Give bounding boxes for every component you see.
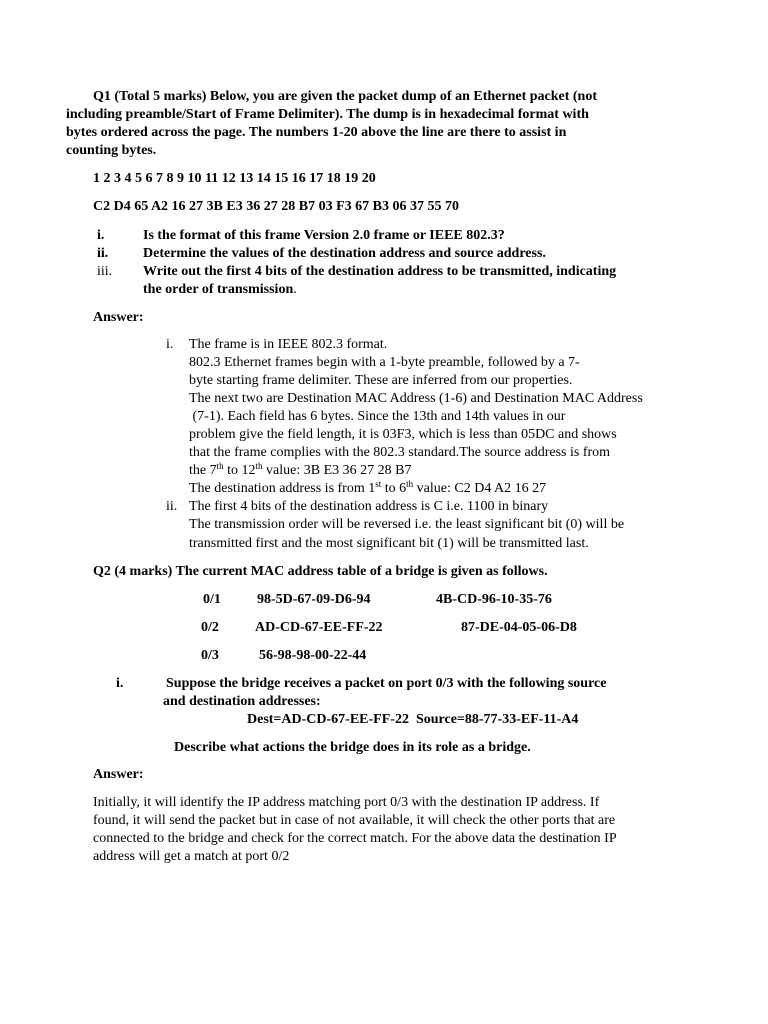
- mac-table-address: 4B-CD-96-10-35-76: [436, 592, 552, 607]
- question-text: Determine the values of the destination address and source address.: [143, 246, 546, 261]
- mac-table-address: AD-CD-67-EE-FF-22: [255, 620, 383, 635]
- answer-line: connected to the bridge and check for the correct match. For the above data the destination IP: [93, 831, 617, 846]
- q2-title: Q2 (4 marks) The current MAC address table of a bridge is given as follows.: [93, 564, 548, 579]
- answer-line: transmitted first and the most significant bit (1) will be transmitted last.: [189, 536, 589, 551]
- q1-intro-line: counting bytes.: [66, 143, 157, 158]
- question-number: i.: [116, 676, 124, 691]
- question-number: ii.: [97, 246, 109, 261]
- mac-table-address: 98-5D-67-09-D6-94: [257, 592, 371, 607]
- byte-dump: C2 D4 65 A2 16 27 3B E3 36 27 28 B7 03 F3 67 B3 06 37 55 70: [93, 199, 459, 214]
- q1-intro-line: bytes ordered across the page. The numbers 1-20 above the line are there to assist in: [66, 125, 567, 140]
- question-text: and destination addresses:: [163, 694, 321, 709]
- question-number: iii.: [97, 264, 113, 279]
- answer-line: that the frame complies with the 802.3 standard.The source address is from: [189, 445, 611, 460]
- describe-prompt: Describe what actions the bridge does in its role as a bridge.: [174, 740, 531, 755]
- answer-line: address will get a match at port 0/2: [93, 849, 290, 864]
- q1-intro-line: including preamble/Start of Frame Delimiter). The dump is in hexadecimal format with: [66, 107, 589, 122]
- answer-number: i.: [166, 337, 174, 352]
- mac-table-address: 87-DE-04-05-06-D8: [461, 620, 577, 635]
- destination-address-range: The destination address is from 1st to 6th value: C2 D4 A2 16 27: [189, 479, 547, 496]
- question-text: Is the format of this frame Version 2.0 frame or IEEE 802.3?: [143, 228, 505, 243]
- answer-line: The frame is in IEEE 802.3 format.: [189, 337, 388, 352]
- answer-number: ii.: [166, 499, 178, 514]
- answer-line: problem give the field length, it is 03F3, which is less than 05DC and shows: [189, 427, 617, 442]
- answer-line: found, it will send the packet but in case of not available, it will check the other ports that are: [93, 813, 616, 828]
- byte-numbers: 1 2 3 4 5 6 7 8 9 10 11 12 13 14 15 16 17 18 19 20: [93, 171, 376, 186]
- answer-line: byte starting frame delimiter. These are inferred from our properties.: [189, 373, 573, 388]
- answer-label: Answer:: [93, 767, 144, 782]
- answer-line: The first 4 bits of the destination address is C i.e. 1100 in binary: [189, 499, 549, 514]
- mac-table-address: 56-98-98-00-22-44: [259, 648, 367, 663]
- answer-line: The next two are Destination MAC Address (1-6) and Destination MAC Address: [189, 391, 643, 406]
- question-text-bold: the order of transmission: [143, 282, 294, 297]
- answer-line: Initially, it will identify the IP address matching port 0/3 with the destination IP address. If: [93, 795, 600, 810]
- question-number: i.: [97, 228, 105, 243]
- question-text: Write out the first 4 bits of the destination address to be transmitted, indicating: [143, 264, 617, 279]
- question-text-trail: .: [293, 282, 297, 297]
- answer-line: (7-1). Each field has 6 bytes. Since the 13th and 14th values in our: [189, 409, 566, 424]
- mac-table-port: 0/1: [203, 592, 221, 607]
- answer-label: Answer:: [93, 310, 144, 325]
- answer-line: 802.3 Ethernet frames begin with a 1-byte preamble, followed by a 7-: [189, 355, 580, 370]
- q1-intro-line: Q1 (Total 5 marks) Below, you are given the packet dump of an Ethernet packet (not: [93, 89, 597, 104]
- question-text: [143, 281, 297, 299]
- packet-addresses: Dest=AD-CD-67-EE-FF-22 Source=88-77-33-EF-11-A4: [247, 712, 579, 727]
- source-address-range: the 7th to 12th value: 3B E3 36 27 28 B7: [189, 461, 412, 478]
- mac-table-port: 0/2: [201, 620, 219, 635]
- answer-line: The transmission order will be reversed i.e. the least significant bit (0) will be: [189, 517, 625, 532]
- mac-table-port: 0/3: [201, 648, 219, 663]
- question-text: Suppose the bridge receives a packet on port 0/3 with the following source: [166, 676, 607, 691]
